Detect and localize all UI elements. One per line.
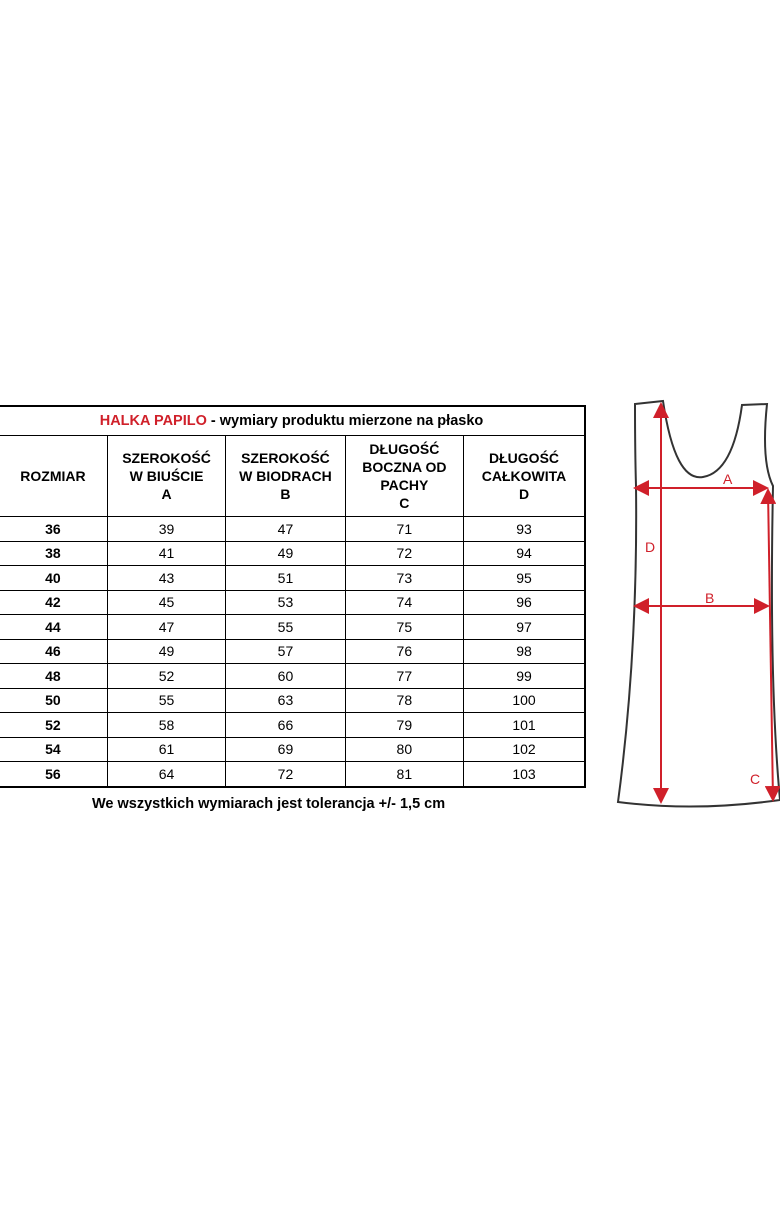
table-row [0, 541, 585, 566]
measurement-cell: 98 [464, 639, 585, 664]
column-header-line: C [399, 495, 410, 511]
measurement-cell: 93 [464, 517, 585, 542]
column-header-line: ROZMIAR [20, 468, 86, 484]
measurement-cell: 72 [345, 541, 463, 566]
size-cell: 44 [0, 615, 107, 640]
measurement-cell: 61 [107, 737, 225, 762]
measurement-cell: 41 [107, 541, 225, 566]
measurement-cell: 66 [226, 713, 345, 738]
dress-outline [618, 401, 780, 807]
measurement-cell: 100 [464, 688, 585, 713]
measurement-cell: 74 [345, 590, 463, 615]
size-cell: 50 [0, 688, 107, 713]
measurement-cell: 43 [107, 566, 225, 591]
column-header-line: W BIODRACH [239, 468, 332, 484]
measurement-cell: 72 [226, 762, 345, 787]
measurement-cell: 80 [345, 737, 463, 762]
label-d: D [645, 539, 656, 555]
measurement-cell: 103 [464, 762, 585, 787]
measurement-cell: 45 [107, 590, 225, 615]
column-header-line: CAŁKOWITA [481, 468, 567, 484]
table-row [0, 566, 585, 591]
table-row [0, 737, 585, 762]
table-header-row [0, 436, 585, 517]
size-cell: 36 [0, 517, 107, 542]
size-cell: 42 [0, 590, 107, 615]
column-header-line: B [280, 486, 291, 502]
title-description: - wymiary produktu mierzone na płasko [206, 413, 484, 429]
column-header-line: W BIUŚCIE [129, 468, 204, 484]
table-row [0, 664, 585, 689]
size-cell: 38 [0, 541, 107, 566]
measurement-cell: 63 [226, 688, 345, 713]
column-header-line: SZEROKOŚĆ [122, 450, 211, 466]
measurement-cell: 58 [107, 713, 225, 738]
measurement-cell: 71 [345, 517, 463, 542]
table-row [0, 590, 585, 615]
measurement-cell: 95 [464, 566, 585, 591]
table-row [0, 615, 585, 640]
table-row [0, 688, 585, 713]
size-cell: 46 [0, 639, 107, 664]
column-header-line: DŁUGOŚĆ [489, 450, 560, 466]
measurement-cell: 55 [107, 688, 225, 713]
column-header-line: BOCZNA OD [362, 459, 447, 475]
measurement-cell: 47 [107, 615, 225, 640]
tolerance-note: We wszystkich wymiarach jest tolerancja +/- 1,5 cm [92, 796, 446, 812]
measurement-cell: 97 [464, 615, 585, 640]
label-b: B [705, 590, 715, 606]
measurement-cell: 69 [226, 737, 345, 762]
table-title-row [0, 406, 585, 436]
measurement-cell: 57 [226, 639, 345, 664]
measurement-cell: 55 [226, 615, 345, 640]
measurement-cell: 49 [107, 639, 225, 664]
measurement-cell: 77 [345, 664, 463, 689]
measurement-cell: 53 [226, 590, 345, 615]
table-row [0, 639, 585, 664]
measurement-cell: 78 [345, 688, 463, 713]
column-header-line: A [161, 486, 172, 502]
table-row [0, 713, 585, 738]
column-header [107, 436, 225, 517]
measurement-cell: 52 [107, 664, 225, 689]
measurement-cell: 94 [464, 541, 585, 566]
measurement-cell: 75 [345, 615, 463, 640]
table-row [0, 762, 585, 787]
measurement-cell: 51 [226, 566, 345, 591]
measurement-cell: 99 [464, 664, 585, 689]
measurement-cell: 96 [464, 590, 585, 615]
column-header [226, 436, 345, 517]
size-cell: 48 [0, 664, 107, 689]
product-name: HALKA PAPILO [99, 413, 207, 429]
table-title [0, 406, 585, 436]
size-cell: 54 [0, 737, 107, 762]
column-header [464, 436, 585, 517]
measurement-cell: 102 [464, 737, 585, 762]
measurement-cell: 60 [226, 664, 345, 689]
table-row [0, 517, 585, 542]
column-header-line: SZEROKOŚĆ [241, 450, 330, 466]
measurement-cell: 49 [226, 541, 345, 566]
label-a: A [723, 471, 733, 487]
column-header-line: D [518, 486, 530, 502]
measurement-cell: 39 [107, 517, 225, 542]
size-cell: 52 [0, 713, 107, 738]
label-c: C [750, 771, 761, 787]
column-header [345, 436, 463, 517]
measurement-cell: 79 [345, 713, 463, 738]
size-chart-table [0, 405, 586, 788]
column-header-line: PACHY [380, 477, 429, 493]
garment-diagram [605, 392, 780, 812]
measurement-cell: 101 [464, 713, 585, 738]
column-header-line: DŁUGOŚĆ [369, 441, 440, 457]
measurement-cell: 64 [107, 762, 225, 787]
measurement-cell: 47 [226, 517, 345, 542]
measurement-cell: 73 [345, 566, 463, 591]
measurement-cell: 81 [345, 762, 463, 787]
size-cell: 40 [0, 566, 107, 591]
size-cell: 56 [0, 762, 107, 787]
measurement-cell: 76 [345, 639, 463, 664]
column-header [0, 436, 107, 517]
